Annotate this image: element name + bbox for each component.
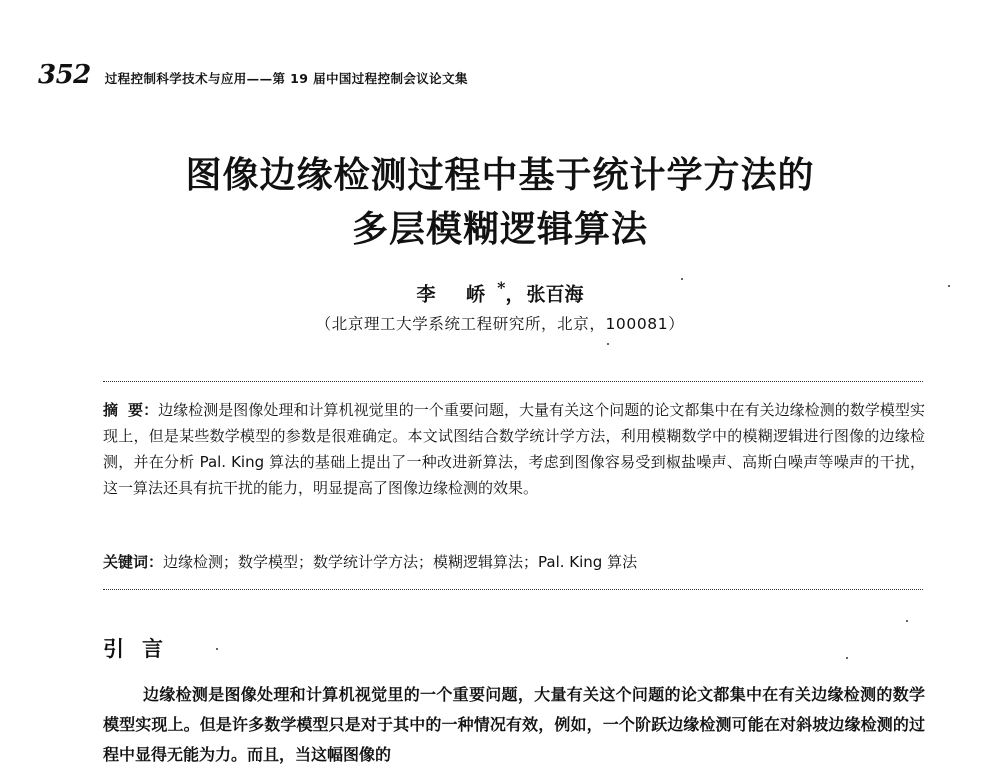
scan-speck — [216, 648, 218, 650]
page-number: 352 — [38, 60, 91, 90]
scan-speck — [906, 620, 908, 622]
scan-speck — [948, 285, 950, 287]
corresponding-author-mark: * — [497, 278, 506, 297]
scan-speck — [846, 657, 848, 659]
keywords-text: 边缘检测；数学模型；数学统计学方法；模糊逻辑算法；Pal. King 算法 — [163, 553, 638, 571]
scan-speck — [681, 278, 683, 280]
section-heading-introduction: 引言 — [103, 637, 181, 661]
author-name: 张百海 — [526, 283, 584, 306]
abstract-label-tail: 要： — [128, 401, 159, 419]
journal-name: 过程控制科学技术与应用——第 19 届中国过程控制会议论文集 — [104, 71, 468, 86]
abstract-text: 边缘检测是图像处理和计算机视觉里的一个重要问题，大量有关这个问题的论文都集中在有关边缘检测的数学模型实现上，但是某些数学模型的参数是很难确定。本文试图结合数学统计学方法，利用模糊数学中的模糊逻辑进行图像的边缘检测，并在分析 Pal. King 算法的基础上提出了一种改进新算法，考虑到图像容易受到椒盐噪声、高斯白噪声等噪声的干扰，这一算法还具有抗干扰的能力，明显提高了图像边缘检测的效果。 — [103, 401, 925, 497]
abstract-top-divider — [103, 381, 923, 382]
paper-title-line-2: 多层模糊逻辑算法 — [351, 208, 648, 250]
author-separator: ， — [505, 283, 527, 306]
abstract-bottom-divider — [103, 589, 923, 590]
body-paragraph: 边缘检测是图像处理和计算机视觉里的一个重要问题，大量有关这个问题的论文都集中在有关边缘检测的数学模型实现上。但是许多数学模型只是对于其中的一种情况有效，例如，一个阶跃边缘检测可能在对斜坡边缘检测的过程中显得无能为力。而且，当这幅图像的 — [103, 685, 925, 764]
keywords — [103, 549, 925, 575]
scan-speck — [607, 343, 609, 345]
abstract — [103, 397, 925, 501]
author-name: 李 峤 — [416, 283, 498, 306]
author-affiliation: （北京理工大学系统工程研究所，北京，100081） — [315, 315, 685, 333]
abstract-label: 摘 — [103, 401, 129, 419]
running-head — [38, 60, 468, 90]
keywords-label: 关键词： — [103, 553, 164, 571]
paper-title-line-1: 图像边缘检测过程中基于统计学方法的 — [185, 154, 815, 196]
author-list — [0, 278, 1000, 306]
